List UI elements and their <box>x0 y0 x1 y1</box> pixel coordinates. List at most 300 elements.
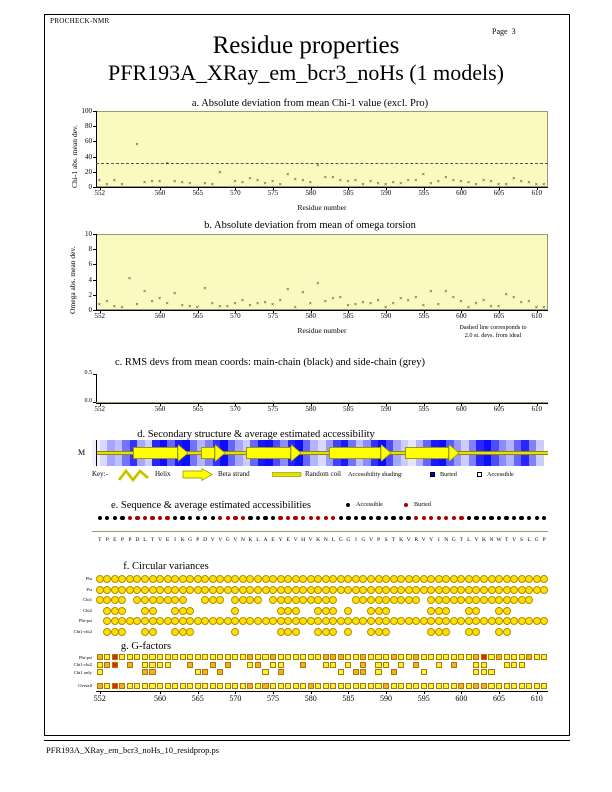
gfactor-marker <box>496 654 502 660</box>
beta-strand-arrowhead <box>381 444 392 462</box>
gfactor-marker <box>436 683 442 689</box>
gfactor-marker <box>353 669 359 675</box>
data-point-marker: × <box>414 295 418 302</box>
gfactor-marker <box>278 662 284 668</box>
gfactor-marker <box>195 654 201 660</box>
circular-variance-marker <box>472 628 480 636</box>
circular-variance-marker <box>367 607 375 615</box>
gfactor-marker <box>172 654 178 660</box>
data-point-marker: × <box>338 177 342 184</box>
data-point-marker: × <box>256 300 260 307</box>
gfactor-marker <box>255 662 261 668</box>
x-axis-tick-label: 600 <box>455 693 468 703</box>
x-axis-tick-label: 565 <box>192 189 203 197</box>
data-point-marker: × <box>361 182 365 189</box>
y-axis-tick-label: 0.0 <box>84 398 92 404</box>
x-axis-tick-label: 560 <box>154 405 166 413</box>
data-point-marker: × <box>384 182 388 189</box>
sequence-letter: T <box>459 537 464 543</box>
x-axis-tick-label: 565 <box>192 312 203 320</box>
panel-a-xlabel: Residue number <box>297 203 347 212</box>
data-point-marker: × <box>451 177 455 184</box>
gfactor-marker <box>315 683 321 689</box>
gfactor-marker <box>345 654 351 660</box>
sequence-letter: V <box>308 537 313 543</box>
sequence-letter: H <box>301 537 306 543</box>
circular-variance-marker <box>269 586 277 594</box>
data-point-marker: × <box>512 176 516 183</box>
circular-variance-marker <box>412 586 420 594</box>
gfactor-marker <box>308 654 314 660</box>
gfactor-marker <box>225 654 231 660</box>
x-axis-line <box>96 187 548 188</box>
circular-variance-marker <box>269 575 277 583</box>
gfactor-marker <box>97 683 103 689</box>
panel-g-row-label: Chi1-chi2 <box>73 662 92 667</box>
data-point-marker: × <box>180 180 184 186</box>
y-axis-line <box>96 234 97 310</box>
x-axis-tick-label: 570 <box>229 693 242 703</box>
x-axis-tick-label: 565 <box>191 693 204 703</box>
gfactor-marker <box>127 662 133 668</box>
gfactor-marker <box>428 683 434 689</box>
panel-e-title: e. Sequence & average estimated accessibilities <box>111 500 311 511</box>
gfactor-marker <box>270 662 276 668</box>
gfactor-marker <box>526 683 532 689</box>
sequence-letter: E <box>165 537 170 543</box>
data-point-marker: × <box>497 182 501 189</box>
data-point-marker: × <box>143 180 147 186</box>
gfactor-marker <box>225 683 231 689</box>
panel-f-row-label: Phi-psi <box>78 618 92 623</box>
x-axis-line <box>96 691 548 692</box>
gfactor-marker <box>541 683 547 689</box>
circular-variance-marker <box>141 607 149 615</box>
data-point-marker: × <box>293 304 297 311</box>
circular-variance-marker <box>186 628 194 636</box>
circular-variance-marker <box>367 617 375 625</box>
y-axis-tick-label: 0 <box>88 306 92 314</box>
random-coil-icon <box>272 470 302 479</box>
gfactor-marker <box>217 683 223 689</box>
data-point-marker: × <box>210 301 214 308</box>
sequence-letter: T <box>98 537 102 543</box>
data-point-marker: × <box>218 170 222 177</box>
x-axis-tick-label: 580 <box>305 312 316 320</box>
data-point-marker: × <box>391 180 395 186</box>
x-axis-tick-label: 570 <box>230 312 241 320</box>
sequence-letter: D <box>135 537 140 543</box>
gfactor-marker <box>315 654 321 660</box>
data-point-marker: × <box>180 303 184 309</box>
data-point-marker: × <box>135 302 139 309</box>
panel-b-note-line1: Dashed line corresponds to <box>459 324 527 331</box>
accessible-residue-dot <box>248 516 252 520</box>
gfactor-marker <box>473 662 479 668</box>
gfactor-marker <box>180 654 186 660</box>
buried-swatch-icon <box>430 472 435 477</box>
data-point-marker: × <box>384 304 388 311</box>
gfactor-marker <box>149 669 155 675</box>
gfactor-marker <box>157 683 163 689</box>
panel-b-note-line2: 2.0 st. devs. from ideal <box>464 332 522 339</box>
sequence-letter: R <box>414 537 419 543</box>
panel-a-title: a. Absolute deviation from mean Chi-1 value (excl. Pro) <box>191 98 429 109</box>
sequence-letter: P <box>128 537 132 543</box>
x-axis-tick-label: 590 <box>380 312 392 320</box>
gfactor-marker <box>345 662 351 668</box>
panel-g-row-label: Overall <box>78 683 92 688</box>
x-axis-tick-label: 590 <box>380 405 392 413</box>
footer-divider <box>44 740 570 741</box>
data-point-marker: × <box>173 179 177 186</box>
x-axis-tick-label: 552 <box>94 405 106 413</box>
gfactor-marker <box>421 669 427 675</box>
circular-variance-marker <box>495 617 503 625</box>
circular-variance-marker <box>472 607 480 615</box>
circular-variance-marker <box>231 607 239 615</box>
x-axis-tick-label: 600 <box>456 405 467 413</box>
gfactor-marker <box>112 683 118 689</box>
sequence-letter: W <box>496 537 502 543</box>
data-point-marker: × <box>429 180 433 187</box>
x-axis-tick-label: 605 <box>493 405 505 413</box>
gfactor-marker <box>127 654 133 660</box>
gfactor-marker <box>488 683 494 689</box>
sequence-letter: K <box>248 537 253 543</box>
sequence-letter: E <box>113 537 117 543</box>
buried-residue-dot <box>459 516 463 520</box>
circular-variance-marker <box>510 586 518 594</box>
page-subtitle: PFR193A_XRay_em_bcr3_noHs (1 models) <box>108 60 504 85</box>
panel-e-legend-buried: Buried <box>414 501 431 508</box>
panel-c-title: c. RMS devs from mean coords: main-chain (black) and side-chain (grey) <box>115 357 425 368</box>
sequence-letter: K <box>481 537 487 543</box>
gfactor-marker <box>293 654 299 660</box>
x-axis-tick-label: 560 <box>154 312 166 320</box>
panel-d-title: d. Secondary structure & average estimated accessibility <box>137 429 375 440</box>
panel-d-key-helix: Helix <box>155 470 171 478</box>
circular-variance-marker <box>156 586 164 594</box>
data-point-marker: × <box>105 181 109 188</box>
gfactor-marker <box>127 683 133 689</box>
gfactor-marker <box>466 654 472 660</box>
gfactor-marker <box>383 654 389 660</box>
gfactor-marker <box>300 683 306 689</box>
gfactor-marker <box>338 654 344 660</box>
beta-strand-icon <box>182 468 214 481</box>
sequence-letter: G <box>188 537 193 543</box>
x-axis-tick-label: 570 <box>230 189 241 197</box>
data-point-marker: × <box>436 179 440 186</box>
gfactor-marker <box>104 662 110 668</box>
gfactor-marker <box>511 683 517 689</box>
gfactor-marker <box>202 683 208 689</box>
data-point-marker: × <box>188 303 192 310</box>
panel-f-row-label: Chi2 <box>83 607 92 613</box>
beta-strand-body <box>246 447 290 459</box>
data-point-marker: × <box>278 297 282 304</box>
gfactor-marker <box>210 654 216 660</box>
data-point-marker: × <box>240 297 245 304</box>
gfactor-marker <box>202 669 208 675</box>
y-axis-tick-label: 100 <box>81 107 92 115</box>
gfactor-marker <box>383 662 389 668</box>
gfactor-marker <box>368 654 374 660</box>
circular-variance-marker <box>179 596 187 604</box>
sequence-letter: V <box>233 537 238 543</box>
gfactor-marker <box>149 662 155 668</box>
circular-variance-marker <box>442 628 450 636</box>
panel-f-row-label: Chi1-chi2 <box>73 628 92 634</box>
x-axis-tick-label: 610 <box>531 312 542 320</box>
data-point-marker: × <box>421 171 425 178</box>
data-point-marker: × <box>248 176 252 183</box>
data-point-marker: × <box>504 292 508 299</box>
gfactor-marker <box>157 654 163 660</box>
gfactor-marker <box>519 662 525 668</box>
data-point-marker: × <box>135 142 139 148</box>
gfactor-marker <box>481 683 487 689</box>
gfactor-marker <box>473 683 479 689</box>
data-point-marker: × <box>173 290 177 297</box>
data-point-marker: × <box>225 303 229 310</box>
x-axis-tick-label: 595 <box>417 693 430 703</box>
sequence-letter: V <box>368 537 374 543</box>
panel-f-row-label: Phi <box>85 576 92 581</box>
data-point-marker: × <box>308 300 312 307</box>
x-axis-line <box>96 403 548 404</box>
data-point-marker: × <box>120 304 124 311</box>
buried-residue-dot <box>135 516 139 520</box>
circular-variance-marker <box>382 596 390 604</box>
gfactor-marker <box>481 669 487 675</box>
y-axis-tick-label: 40 <box>85 152 92 161</box>
gfactor-marker <box>240 654 246 660</box>
gfactor-marker <box>119 683 125 689</box>
y-axis-tick <box>93 374 96 375</box>
sequence-letter: V <box>157 537 163 543</box>
beta-strand-arrowhead <box>291 444 302 462</box>
accessible-residue-dot <box>474 516 478 520</box>
y-axis-tick <box>93 310 96 311</box>
circular-variance-marker <box>141 596 149 604</box>
circular-variance-marker <box>367 575 375 583</box>
sequence-letter: A <box>263 537 268 543</box>
gfactor-marker <box>428 654 434 660</box>
y-axis-tick-label: 0.5 <box>84 370 92 376</box>
gfactor-marker <box>375 662 381 668</box>
y-axis-tick-label: 4 <box>88 275 92 284</box>
header-program-name: PROCHECK-NMR <box>50 17 110 25</box>
page-number-value: 3 <box>511 27 516 36</box>
data-point-marker: × <box>323 175 327 182</box>
data-point-marker: × <box>112 303 116 310</box>
accessible-swatch-icon <box>477 472 482 477</box>
circular-variance-marker <box>118 628 126 636</box>
panel-b-plot-area <box>96 234 548 310</box>
circular-variance-marker <box>495 596 503 604</box>
circular-variance-marker <box>495 628 503 636</box>
data-point-marker: × <box>429 289 433 296</box>
sequence-letter: N <box>323 537 328 543</box>
sequence-letter: T <box>150 537 155 543</box>
sequence-letter: T <box>391 537 396 543</box>
gfactor-marker <box>104 683 110 689</box>
gfactor-marker <box>375 654 381 660</box>
gfactor-marker <box>202 654 208 660</box>
sequence-letter: L <box>527 537 531 543</box>
circular-variance-marker <box>292 628 300 636</box>
data-point-marker: × <box>444 175 448 182</box>
gfactor-marker <box>157 662 163 668</box>
sequence-letter: P <box>105 537 109 543</box>
accessible-residue-dot <box>346 516 350 520</box>
gfactor-marker <box>323 654 329 660</box>
panel-d-key-strand: Beta strand <box>218 470 250 478</box>
circular-variance-marker <box>480 586 488 594</box>
gfactor-marker <box>451 683 457 689</box>
data-point-marker: × <box>436 302 440 309</box>
gfactor-marker <box>195 683 201 689</box>
x-axis-tick-label: 552 <box>94 189 106 197</box>
panel-a-plot-area <box>96 111 548 187</box>
accessible-residue-dot <box>120 516 124 520</box>
data-point-marker: × <box>293 176 297 183</box>
circular-variance-marker <box>480 596 488 604</box>
accessible-residue-dot <box>361 516 365 520</box>
sequence-letter: V <box>421 537 426 543</box>
circular-variance-marker <box>292 607 300 615</box>
data-point-marker: × <box>399 180 403 187</box>
data-point-marker: × <box>248 303 252 309</box>
circular-variance-marker <box>299 586 307 594</box>
accessible-residue-dot <box>489 516 493 520</box>
data-point-marker: × <box>127 276 132 283</box>
x-axis-tick-label: 605 <box>493 693 505 703</box>
data-point-marker: × <box>97 302 101 309</box>
data-point-marker: × <box>150 299 154 306</box>
sequence-letter: V <box>512 537 517 543</box>
data-point-marker: × <box>203 180 207 187</box>
panel-b-title: b. Absolute deviation from mean of omega torsion <box>204 220 416 231</box>
circular-variance-marker <box>186 586 194 594</box>
gfactor-marker <box>247 683 253 689</box>
circular-variance-marker <box>382 575 390 583</box>
data-point-marker: × <box>519 299 523 306</box>
panel-e-divider <box>92 531 548 532</box>
data-point-marker: × <box>519 179 523 186</box>
gfactor-marker <box>187 662 193 668</box>
gfactor-marker <box>112 654 118 660</box>
gfactor-marker <box>473 654 479 660</box>
gfactor-marker <box>187 683 193 689</box>
data-point-marker: × <box>105 299 109 306</box>
data-point-marker: × <box>474 301 478 308</box>
panel-b-xlabel: Residue number <box>297 326 347 335</box>
gfactor-marker <box>262 669 268 675</box>
circular-variance-marker <box>254 586 262 594</box>
x-axis-tick-label: 610 <box>531 189 542 197</box>
gfactor-marker <box>338 683 344 689</box>
x-axis-tick-label: 575 <box>267 189 279 197</box>
gfactor-marker <box>104 654 110 660</box>
beta-strand-body <box>133 447 177 459</box>
circular-variance-marker <box>427 607 435 615</box>
sequence-letter: S <box>384 537 388 543</box>
x-axis-tick-label: 585 <box>343 312 354 320</box>
gfactor-marker <box>262 654 268 660</box>
x-axis-tick-label: 590 <box>380 693 392 703</box>
sequence-letter: K <box>399 537 404 543</box>
gfactor-marker <box>142 683 148 689</box>
data-point-marker: × <box>542 304 546 311</box>
data-point-marker: × <box>512 295 516 302</box>
panel-d-key-buried: Buried <box>440 471 457 478</box>
gfactor-marker <box>360 654 366 660</box>
sequence-letter: S <box>520 537 524 543</box>
helix-icon <box>118 468 152 482</box>
gfactor-marker <box>541 654 547 660</box>
gfactor-marker <box>443 683 449 689</box>
data-point-marker: × <box>188 180 192 187</box>
data-point-marker: × <box>323 299 327 306</box>
gfactor-marker <box>165 654 171 660</box>
gfactor-marker <box>421 683 427 689</box>
gfactor-marker <box>360 662 366 668</box>
gfactor-marker <box>187 654 193 660</box>
gfactor-marker <box>413 654 419 660</box>
gfactor-marker <box>406 654 412 660</box>
gfactor-marker <box>375 669 381 675</box>
data-point-marker: × <box>316 162 320 169</box>
buried-residue-dot <box>150 516 154 520</box>
data-point-marker: × <box>527 180 531 186</box>
gfactor-marker <box>134 654 140 660</box>
gfactor-marker <box>323 662 329 668</box>
sequence-letter: I <box>174 537 177 543</box>
sequence-letter: G <box>338 537 343 543</box>
panel-g-row-label: Phi-psi <box>78 654 92 660</box>
data-point-marker: × <box>240 180 245 186</box>
data-point-marker: × <box>497 303 501 310</box>
x-axis-tick-label: 600 <box>456 312 467 320</box>
gfactor-marker <box>421 654 427 660</box>
gfactor-marker <box>466 683 472 689</box>
sequence-letter: V <box>210 537 215 543</box>
gfactor-marker <box>398 683 404 689</box>
panel-f-row-label: Psi <box>86 586 92 592</box>
gfactor-marker <box>142 669 148 675</box>
sequence-letter: L <box>256 537 260 543</box>
panel-d-key-label: Key:- <box>92 470 108 478</box>
data-point-marker: × <box>195 305 199 312</box>
data-point-marker: × <box>406 297 410 304</box>
gfactor-marker <box>119 654 125 660</box>
sequence-letter: Y <box>278 537 283 543</box>
data-point-marker: × <box>459 299 463 306</box>
x-axis-tick-label: 600 <box>456 189 467 197</box>
data-point-marker: × <box>263 180 267 187</box>
gfactor-marker <box>285 654 291 660</box>
circular-variance-marker <box>367 628 375 636</box>
sequence-letter: T <box>504 537 509 543</box>
data-point-marker: × <box>263 299 267 306</box>
panel-d-left-axis <box>96 440 97 466</box>
sequence-letter: P <box>376 537 381 543</box>
circular-variance-marker <box>156 575 164 583</box>
gfactor-marker <box>97 662 103 668</box>
